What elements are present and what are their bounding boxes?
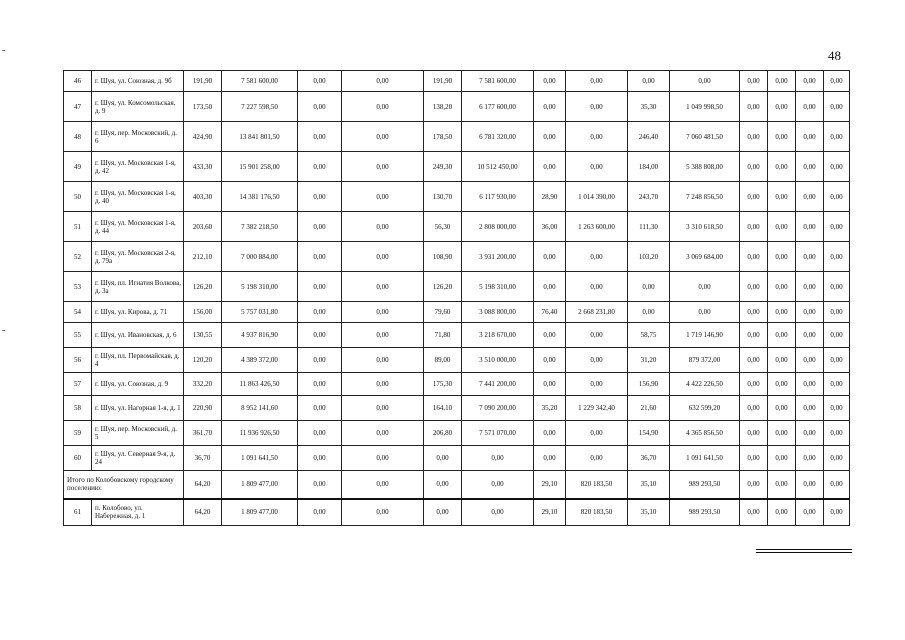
row-value: 4 422 226,50 (670, 373, 740, 396)
row-value: 0,00 (342, 396, 424, 421)
total-value: 35,10 (628, 471, 670, 499)
row-value: 3 069 684,00 (670, 242, 740, 272)
row-value: 403,30 (184, 182, 222, 212)
table-row (64, 396, 850, 421)
row-value: 0,00 (768, 182, 796, 212)
row-address: г. Шуя, ул. Нагорная 1-я, д. 1 (92, 396, 184, 421)
row-value: 154,90 (628, 421, 670, 446)
row-value: 0,00 (534, 446, 566, 471)
row-value: 173,50 (184, 92, 222, 122)
table-row (64, 182, 850, 212)
total-value: 0,00 (824, 471, 850, 499)
row-value: 220,90 (184, 396, 222, 421)
row-value: 632 599,20 (670, 396, 740, 421)
table-row (64, 302, 850, 323)
row-value: 29,10 (534, 499, 566, 526)
row-address: г. Шуя, ул. Союзная, д. 9 (92, 373, 184, 396)
row-value: 0,00 (534, 373, 566, 396)
total-value: 0,00 (796, 471, 824, 499)
row-value: 13 841 801,50 (222, 122, 298, 152)
row-number: 55 (64, 323, 92, 348)
row-value: 0,00 (740, 92, 768, 122)
row-value: 11 936 926,50 (222, 421, 298, 446)
row-value: 0,00 (796, 122, 824, 152)
row-value: 3 218 670,00 (462, 323, 534, 348)
row-value: 0,00 (462, 499, 534, 526)
row-value: 0,00 (824, 242, 850, 272)
row-value: 0,00 (768, 92, 796, 122)
row-value: 206,80 (424, 421, 462, 446)
row-value: 0,00 (824, 122, 850, 152)
row-value: 249,30 (424, 152, 462, 182)
row-value: 64,20 (184, 499, 222, 526)
row-value: 7 382 218,50 (222, 212, 298, 242)
row-value: 6 781 320,00 (462, 122, 534, 152)
total-value: 1 809 477,00 (222, 471, 298, 499)
row-value: 3 088 800,00 (462, 302, 534, 323)
row-value: 35,30 (628, 92, 670, 122)
row-value: 0,00 (566, 242, 628, 272)
row-value: 0,00 (566, 272, 628, 302)
row-value: 1 229 342,40 (566, 396, 628, 421)
row-value: 0,00 (796, 71, 824, 92)
table-row (64, 242, 850, 272)
row-value: 0,00 (740, 212, 768, 242)
row-number: 53 (64, 272, 92, 302)
row-value: 79,60 (424, 302, 462, 323)
row-value: 0,00 (342, 302, 424, 323)
row-value: 1 091 641,50 (670, 446, 740, 471)
row-value: 0,00 (796, 242, 824, 272)
row-value: 0,00 (824, 373, 850, 396)
row-value: 332,20 (184, 373, 222, 396)
row-value: 212,10 (184, 242, 222, 272)
row-value: 0,00 (342, 446, 424, 471)
row-value: 184,00 (628, 152, 670, 182)
row-value: 0,00 (740, 421, 768, 446)
row-value: 108,90 (424, 242, 462, 272)
row-value: 0,00 (740, 446, 768, 471)
row-address: г. Шуя, ул. Ивановская, д. 6 (92, 323, 184, 348)
row-value: 0,00 (298, 348, 342, 373)
row-address: г. Шуя, ул. Московская 1-я, д. 42 (92, 152, 184, 182)
row-value: 0,00 (824, 396, 850, 421)
total-value: 0,00 (342, 471, 424, 499)
row-value: 0,00 (342, 272, 424, 302)
row-value: 0,00 (628, 272, 670, 302)
row-value: 0,00 (740, 499, 768, 526)
row-value: 0,00 (566, 421, 628, 446)
row-value: 1 091 641,50 (222, 446, 298, 471)
row-value: 4 937 816,90 (222, 323, 298, 348)
row-value: 76,40 (534, 302, 566, 323)
row-value: 0,00 (796, 302, 824, 323)
row-address: г. Шуя, пер. Московский, д. 5 (92, 421, 184, 446)
row-value: 0,00 (298, 152, 342, 182)
row-value: 126,20 (184, 272, 222, 302)
row-value: 0,00 (298, 212, 342, 242)
row-number: 58 (64, 396, 92, 421)
row-value: 0,00 (298, 302, 342, 323)
row-value: 130,55 (184, 323, 222, 348)
row-value: 10 512 450,00 (462, 152, 534, 182)
row-value: 0,00 (298, 92, 342, 122)
row-value: 7 060 481,50 (670, 122, 740, 152)
row-number: 56 (64, 348, 92, 373)
row-value: 175,30 (424, 373, 462, 396)
row-value: 7 227 598,50 (222, 92, 298, 122)
row-number: 50 (64, 182, 92, 212)
row-value: 191,90 (184, 71, 222, 92)
row-value: 0,00 (566, 122, 628, 152)
row-value: 89,00 (424, 348, 462, 373)
row-value: 3 310 618,50 (670, 212, 740, 242)
row-value: 0,00 (670, 71, 740, 92)
data-table (63, 70, 850, 526)
row-value: 0,00 (534, 92, 566, 122)
row-value: 0,00 (424, 499, 462, 526)
row-value: 0,00 (824, 212, 850, 242)
row-value: 0,00 (768, 272, 796, 302)
table-row (64, 272, 850, 302)
row-value: 0,00 (670, 302, 740, 323)
row-address: г. Шуя, ул. Комсомольская, д. 9 (92, 92, 184, 122)
row-value: 0,00 (342, 71, 424, 92)
row-value: 0,00 (298, 446, 342, 471)
row-value: 0,00 (824, 272, 850, 302)
row-value: 0,00 (824, 421, 850, 446)
row-value: 0,00 (298, 182, 342, 212)
row-value: 0,00 (298, 421, 342, 446)
row-value: 0,00 (824, 302, 850, 323)
total-value: 29,10 (534, 471, 566, 499)
row-value: 11 863 426,50 (222, 373, 298, 396)
row-address: п. Колобово, ул. Набережная, д. 1 (92, 499, 184, 526)
row-value: 0,00 (768, 242, 796, 272)
row-value: 0,00 (740, 242, 768, 272)
row-value: 7 441 200,00 (462, 373, 534, 396)
row-value: 0,00 (462, 446, 534, 471)
row-value: 0,00 (768, 421, 796, 446)
row-address: г. Шуя, пер. Московский, д. 6 (92, 122, 184, 152)
row-value: 7 000 884,00 (222, 242, 298, 272)
row-value: 14 381 176,50 (222, 182, 298, 212)
row-value: 103,20 (628, 242, 670, 272)
footer-rule (756, 552, 852, 553)
row-value: 0,00 (298, 71, 342, 92)
row-value: 879 372,00 (670, 348, 740, 373)
row-value: 28,90 (534, 182, 566, 212)
row-value: 424,90 (184, 122, 222, 152)
row-value: 0,00 (796, 182, 824, 212)
table-row (64, 373, 850, 396)
row-value: 0,00 (342, 499, 424, 526)
row-value: 7 090 200,00 (462, 396, 534, 421)
row-value: 0,00 (740, 71, 768, 92)
row-value: 0,00 (740, 348, 768, 373)
table-row (64, 212, 850, 242)
row-value: 6 117 930,00 (462, 182, 534, 212)
row-value: 0,00 (768, 302, 796, 323)
row-value: 0,00 (768, 152, 796, 182)
row-value: 0,00 (342, 152, 424, 182)
row-value: 0,00 (534, 152, 566, 182)
row-value: 0,00 (740, 302, 768, 323)
row-value: 58,75 (628, 323, 670, 348)
row-value: 0,00 (628, 71, 670, 92)
row-number: 51 (64, 212, 92, 242)
row-value: 0,00 (768, 323, 796, 348)
row-value: 138,20 (424, 92, 462, 122)
total-value: 0,00 (462, 471, 534, 499)
row-value: 0,00 (796, 421, 824, 446)
row-value: 0,00 (740, 122, 768, 152)
row-number: 52 (64, 242, 92, 272)
row-value: 0,00 (298, 122, 342, 152)
scan-edge-mark (2, 330, 5, 331)
row-number: 61 (64, 499, 92, 526)
row-value: 0,00 (534, 323, 566, 348)
row-value: 0,00 (534, 71, 566, 92)
row-value: 71,80 (424, 323, 462, 348)
row-address: г. Шуя, ул. Московская 1-я, д. 44 (92, 212, 184, 242)
row-value: 0,00 (824, 182, 850, 212)
row-value: 0,00 (566, 323, 628, 348)
row-value: 35,10 (628, 499, 670, 526)
row-value: 3 931 200,00 (462, 242, 534, 272)
row-value: 0,00 (740, 396, 768, 421)
row-value: 0,00 (824, 499, 850, 526)
row-value: 3 510 000,00 (462, 348, 534, 373)
row-value: 0,00 (796, 272, 824, 302)
total-value: 0,00 (424, 471, 462, 499)
row-value: 0,00 (740, 182, 768, 212)
row-value: 0,00 (796, 92, 824, 122)
row-value: 36,70 (184, 446, 222, 471)
total-value: 0,00 (298, 471, 342, 499)
row-value: 5 757 031,80 (222, 302, 298, 323)
row-address: г. Шуя, ул. Московская 1-я, д. 40 (92, 182, 184, 212)
row-value: 0,00 (342, 421, 424, 446)
row-value: 56,30 (424, 212, 462, 242)
row-value: 0,00 (298, 323, 342, 348)
row-value: 246,40 (628, 122, 670, 152)
row-value: 433,30 (184, 152, 222, 182)
row-value: 0,00 (566, 348, 628, 373)
row-value: 0,00 (824, 152, 850, 182)
table-row (64, 152, 850, 182)
row-value: 0,00 (342, 182, 424, 212)
row-value: 0,00 (796, 373, 824, 396)
row-value: 1 263 600,00 (566, 212, 628, 242)
table-row (64, 421, 850, 446)
row-value: 0,00 (768, 348, 796, 373)
row-value: 5 198 310,00 (222, 272, 298, 302)
row-value: 0,00 (768, 446, 796, 471)
row-value: 5 198 310,00 (462, 272, 534, 302)
row-value: 0,00 (740, 272, 768, 302)
row-value: 0,00 (566, 152, 628, 182)
row-value: 0,00 (796, 446, 824, 471)
row-value: 0,00 (824, 446, 850, 471)
row-number: 57 (64, 373, 92, 396)
row-value: 0,00 (534, 242, 566, 272)
row-value: 0,00 (824, 348, 850, 373)
row-value: 0,00 (768, 373, 796, 396)
row-value: 36,00 (534, 212, 566, 242)
row-value: 0,00 (796, 348, 824, 373)
row-value: 0,00 (566, 71, 628, 92)
total-label: Итого по Колобовскому городскому поселению: (64, 471, 184, 499)
row-value: 0,00 (768, 212, 796, 242)
table-row (64, 323, 850, 348)
table-row (64, 71, 850, 92)
row-value: 0,00 (628, 302, 670, 323)
row-value: 0,00 (740, 323, 768, 348)
row-value: 0,00 (534, 421, 566, 446)
total-value: 0,00 (740, 471, 768, 499)
row-value: 0,00 (796, 212, 824, 242)
row-value: 126,20 (424, 272, 462, 302)
row-value: 0,00 (824, 92, 850, 122)
row-address: г. Шуя, пл. Игнатия Волкова, д. 3а (92, 272, 184, 302)
row-value: 0,00 (342, 242, 424, 272)
row-value: 0,00 (824, 71, 850, 92)
row-value: 0,00 (796, 152, 824, 182)
row-address: г. Шуя, ул. Союзная, д. 9б (92, 71, 184, 92)
row-number: 47 (64, 92, 92, 122)
row-value: 7 581 600,00 (222, 71, 298, 92)
row-value: 1 809 477,00 (222, 499, 298, 526)
row-value: 0,00 (740, 373, 768, 396)
row-number: 60 (64, 446, 92, 471)
row-value: 361,70 (184, 421, 222, 446)
row-value: 0,00 (740, 152, 768, 182)
row-value: 0,00 (566, 92, 628, 122)
total-value: 989 293,50 (670, 471, 740, 499)
row-value: 120,20 (184, 348, 222, 373)
row-value: 0,00 (534, 272, 566, 302)
row-value: 156,00 (184, 302, 222, 323)
row-value: 8 952 141,60 (222, 396, 298, 421)
row-value: 111,30 (628, 212, 670, 242)
total-value: 0,00 (768, 471, 796, 499)
row-address: г. Шуя, ул. Кирова, д. 71 (92, 302, 184, 323)
row-value: 0,00 (298, 499, 342, 526)
row-value: 820 183,50 (566, 499, 628, 526)
row-address: г. Шуя, пл. Первомайская, д. 4 (92, 348, 184, 373)
row-value: 4 389 372,00 (222, 348, 298, 373)
row-address: г. Шуя, ул. Северная 9-я, д. 24 (92, 446, 184, 471)
row-value: 1 014 390,00 (566, 182, 628, 212)
row-number: 48 (64, 122, 92, 152)
table-row (64, 499, 850, 526)
row-value: 1 719 146,90 (670, 323, 740, 348)
row-value: 0,00 (534, 348, 566, 373)
row-address: г. Шуя, ул. Московская 2-я, д. 79а (92, 242, 184, 272)
total-value: 64,20 (184, 471, 222, 499)
row-value: 0,00 (566, 373, 628, 396)
row-value: 243,70 (628, 182, 670, 212)
row-value: 164,10 (424, 396, 462, 421)
row-value: 0,00 (298, 373, 342, 396)
row-value: 2 668 231,80 (566, 302, 628, 323)
row-value: 0,00 (342, 348, 424, 373)
row-value: 0,00 (796, 396, 824, 421)
scan-edge-mark (2, 50, 5, 51)
row-value: 0,00 (298, 272, 342, 302)
row-value: 178,50 (424, 122, 462, 152)
row-value: 0,00 (342, 323, 424, 348)
row-value: 4 365 856,50 (670, 421, 740, 446)
footer-rule (756, 549, 852, 550)
row-value: 36,70 (628, 446, 670, 471)
row-value: 0,00 (342, 92, 424, 122)
row-value: 0,00 (824, 323, 850, 348)
row-value: 0,00 (670, 272, 740, 302)
total-row (64, 471, 850, 499)
row-value: 156,90 (628, 373, 670, 396)
row-value: 7 248 856,50 (670, 182, 740, 212)
row-value: 0,00 (342, 122, 424, 152)
row-value: 0,00 (424, 446, 462, 471)
row-value: 0,00 (298, 396, 342, 421)
row-value: 31,20 (628, 348, 670, 373)
row-value: 130,70 (424, 182, 462, 212)
total-value: 820 183,50 (566, 471, 628, 499)
row-value: 0,00 (534, 122, 566, 152)
row-value: 15 901 258,00 (222, 152, 298, 182)
row-value: 0,00 (768, 499, 796, 526)
row-value: 0,00 (796, 323, 824, 348)
row-value: 5 388 808,00 (670, 152, 740, 182)
row-value: 0,00 (768, 71, 796, 92)
row-value: 0,00 (768, 122, 796, 152)
row-value: 203,60 (184, 212, 222, 242)
row-value: 191,90 (424, 71, 462, 92)
row-value: 1 049 998,50 (670, 92, 740, 122)
row-number: 46 (64, 71, 92, 92)
row-value: 0,00 (566, 446, 628, 471)
row-value: 0,00 (342, 212, 424, 242)
row-value: 2 808 000,00 (462, 212, 534, 242)
row-value: 7 571 070,00 (462, 421, 534, 446)
row-number: 49 (64, 152, 92, 182)
row-value: 0,00 (796, 499, 824, 526)
table-row (64, 446, 850, 471)
row-value: 989 293,50 (670, 499, 740, 526)
table-row (64, 122, 850, 152)
row-value: 35,20 (534, 396, 566, 421)
row-value: 0,00 (342, 373, 424, 396)
row-value: 6 177 600,00 (462, 92, 534, 122)
row-value: 7 581 600,00 (462, 71, 534, 92)
page-number: 48 (828, 48, 841, 63)
row-value: 0,00 (768, 396, 796, 421)
table-row (64, 348, 850, 373)
row-value: 0,00 (298, 242, 342, 272)
table-row (64, 92, 850, 122)
row-value: 21,60 (628, 396, 670, 421)
row-number: 59 (64, 421, 92, 446)
row-number: 54 (64, 302, 92, 323)
